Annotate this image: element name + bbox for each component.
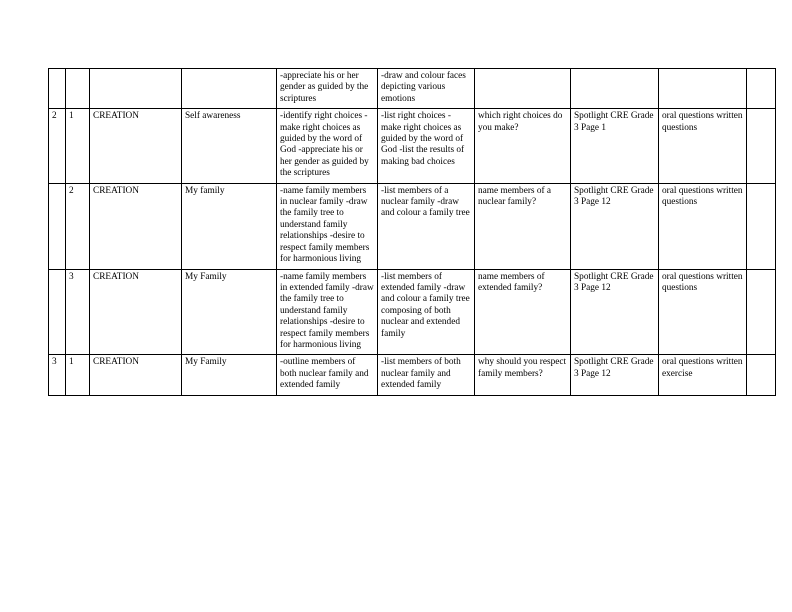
cell-ls: 1 xyxy=(66,109,90,183)
cell-sub-strand xyxy=(182,69,277,109)
cell-key-inquiry-question: why should you respect family members? xyxy=(475,355,571,395)
cell-wk: 2 xyxy=(49,109,66,183)
cell-assessment: oral questions written questions xyxy=(659,109,747,183)
cell-key-inquiry-question xyxy=(475,69,571,109)
cell-ls xyxy=(66,69,90,109)
cell-key-inquiry-question: which right choices do you make? xyxy=(475,109,571,183)
cell-learning-experiences: -list members of extended family -draw and colour a family tree composing of both nuclear and extended family xyxy=(378,269,475,355)
cell-wk xyxy=(49,183,66,269)
cell-learning-resources: Spotlight CRE Grade 3 Page 12 xyxy=(571,355,659,395)
cell-strand: CREATION xyxy=(90,109,182,183)
cell-strand: CREATION xyxy=(90,183,182,269)
cell-assessment xyxy=(659,69,747,109)
cell-strand: CREATION xyxy=(90,269,182,355)
scheme-table xyxy=(48,68,776,396)
cell-learning-experiences: -list members of both nuclear family and extended family xyxy=(378,355,475,395)
cell-learning-experiences: -draw and colour faces depicting various emotions xyxy=(378,69,475,109)
cell-learning-outcomes: -outline members of both nuclear family and extended family xyxy=(277,355,378,395)
cell-learning-experiences: -list right choices -make right choices as guided by the word of God -list the results of making bad choices xyxy=(378,109,475,183)
cell-assessment: oral questions written questions xyxy=(659,183,747,269)
cell-learning-outcomes: -appreciate his or her gender as guided by the scriptures xyxy=(277,69,378,109)
cell-learning-resources: Spotlight CRE Grade 3 Page 1 xyxy=(571,109,659,183)
table-body xyxy=(49,69,776,396)
cell-assessment: oral questions written questions xyxy=(659,269,747,355)
cell-wk xyxy=(49,69,66,109)
cell-ls: 1 xyxy=(66,355,90,395)
cell-ls: 2 xyxy=(66,183,90,269)
scheme-of-work-sheet xyxy=(48,68,745,396)
cell-learning-resources: Spotlight CRE Grade 3 Page 12 xyxy=(571,269,659,355)
cell-reflection xyxy=(747,69,776,109)
cell-assessment: oral questions written exercise xyxy=(659,355,747,395)
cell-wk xyxy=(49,269,66,355)
cell-learning-outcomes: -identify right choices -make right choices as guided by the word of God -appreciate his or her gender as guided by the scriptures xyxy=(277,109,378,183)
cell-sub-strand: Self awareness xyxy=(182,109,277,183)
cell-strand: CREATION xyxy=(90,355,182,395)
cell-sub-strand: My family xyxy=(182,183,277,269)
cell-sub-strand: My Family xyxy=(182,355,277,395)
cell-learning-experiences: -list members of a nuclear family -draw and colour a family tree xyxy=(378,183,475,269)
cell-reflection xyxy=(747,269,776,355)
cell-learning-resources xyxy=(571,69,659,109)
cell-learning-outcomes: -name family members in nuclear family -draw the family tree to understand family relationships -desire to respect family members for harmonious living xyxy=(277,183,378,269)
cell-learning-resources: Spotlight CRE Grade 3 Page 12 xyxy=(571,183,659,269)
table-row xyxy=(49,269,776,355)
cell-key-inquiry-question: name members of extended family? xyxy=(475,269,571,355)
cell-sub-strand: My Family xyxy=(182,269,277,355)
cell-reflection xyxy=(747,109,776,183)
table-row xyxy=(49,183,776,269)
cell-learning-outcomes: -name family members in extended family -draw the family tree to understand family relationships -desire to respect family members for harmonious living xyxy=(277,269,378,355)
cell-reflection xyxy=(747,183,776,269)
cell-strand xyxy=(90,69,182,109)
table-row xyxy=(49,69,776,109)
cell-key-inquiry-question: name members of a nuclear family? xyxy=(475,183,571,269)
table-row xyxy=(49,109,776,183)
cell-wk: 3 xyxy=(49,355,66,395)
cell-reflection xyxy=(747,355,776,395)
cell-ls: 3 xyxy=(66,269,90,355)
table-row xyxy=(49,355,776,395)
